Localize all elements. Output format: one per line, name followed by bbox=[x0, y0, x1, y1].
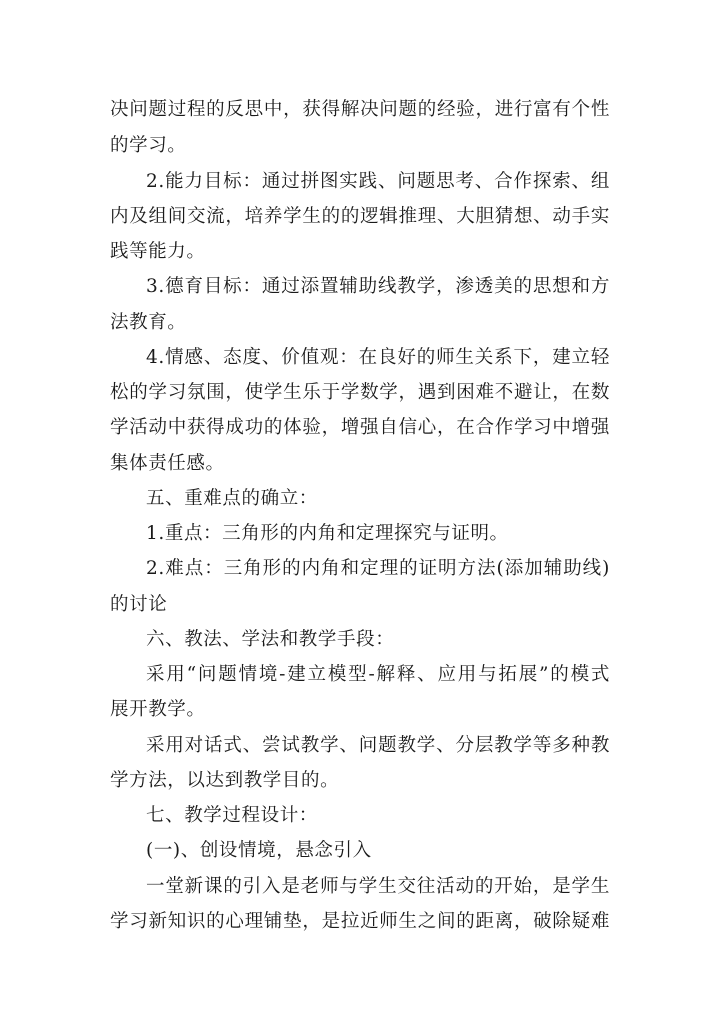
text-line: 法教育。 bbox=[110, 312, 187, 333]
section-heading: 五、重难点的确立： bbox=[146, 488, 318, 509]
text-line: 的讨论 bbox=[110, 594, 168, 615]
text-line: 松的学习氛围，使学生乐于学数学，遇到困难不避让，在数 bbox=[110, 382, 610, 403]
text-line: 学方法，以达到教学目的。 bbox=[110, 770, 340, 791]
text-line: 内及组间交流，培养学生的的逻辑推理、大胆猜想、动手实 bbox=[110, 206, 610, 227]
text-line: 集体责任感。 bbox=[110, 453, 225, 474]
text-line: 4.情感、态度、价值观：在良好的师生关系下，建立轻 bbox=[146, 347, 610, 368]
text-line: 采用“问题情境-建立模型-解释、应用与拓展”的模式 bbox=[146, 664, 610, 685]
text-line: 学习新知识的心理铺垫，是拉近师生之间的距离，破除疑难 bbox=[110, 911, 610, 932]
text-line: 3.德育目标：通过添置辅助线教学，渗透美的思想和方 bbox=[146, 276, 610, 297]
text-line: 展开教学。 bbox=[110, 699, 206, 720]
section-heading: 六、教法、学法和教学手段： bbox=[146, 629, 395, 650]
section-heading: 七、教学过程设计： bbox=[146, 805, 318, 826]
text-line: 一堂新课的引入是老师与学生交往活动的开始，是学生 bbox=[146, 876, 610, 897]
text-line: 采用对话式、尝试教学、问题教学、分层教学等多种教 bbox=[146, 735, 610, 756]
text-line: 学活动中获得成功的体验，增强自信心，在合作学习中增强 bbox=[110, 417, 610, 438]
subsection-heading: (一)、创设情境，悬念引入 bbox=[146, 840, 372, 861]
text-line: 决问题过程的反思中，获得解决问题的经验，进行富有个性 bbox=[110, 99, 610, 120]
text-line: 2.难点：三角形的内角和定理的证明方法(添加辅助线) bbox=[146, 558, 610, 579]
text-line: 2.能力目标：通过拼图实践、问题思考、合作探索、组 bbox=[146, 171, 610, 192]
text-line: 践等能力。 bbox=[110, 241, 206, 262]
text-line: 的学习。 bbox=[110, 135, 187, 156]
text-line: 1.重点：三角形的内角和定理探究与证明。 bbox=[146, 523, 509, 544]
